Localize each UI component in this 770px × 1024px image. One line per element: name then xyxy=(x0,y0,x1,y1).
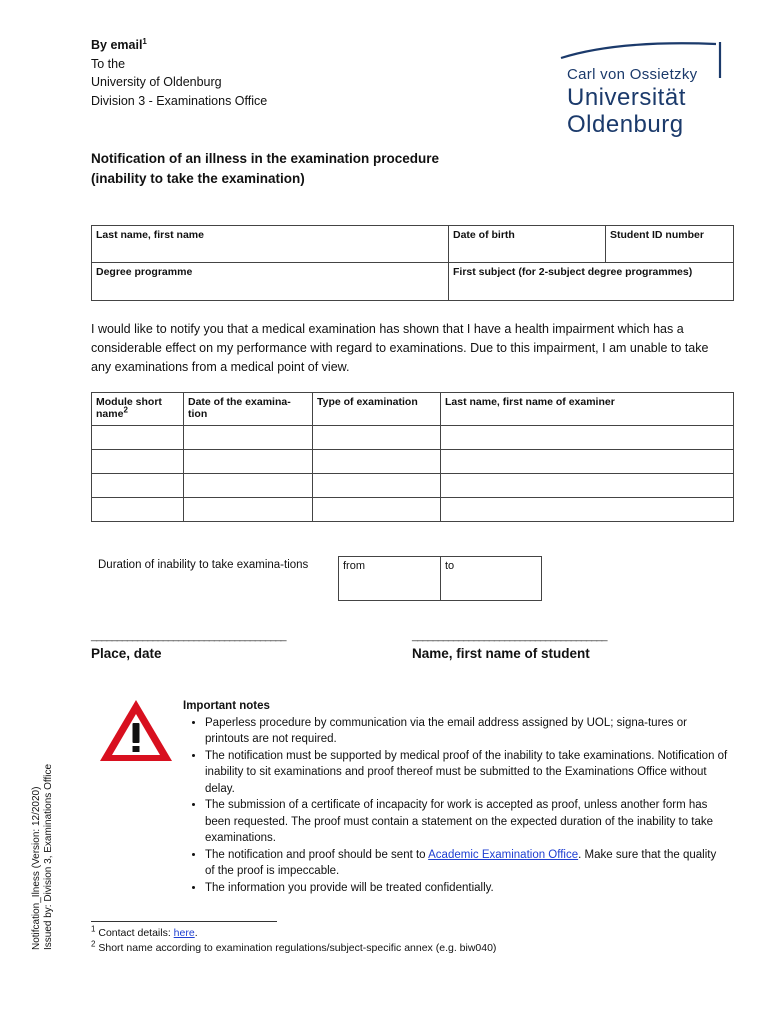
logo-line-3: Oldenburg xyxy=(567,111,684,138)
student-name-label: Name, first name of student xyxy=(412,646,590,661)
table-row xyxy=(92,474,734,498)
duration-label: Duration of inability to take examina-tions xyxy=(98,559,309,571)
list-item: • The information you provide will be treated confidentially. xyxy=(205,880,728,897)
place-date-line: ______________________________________ xyxy=(91,630,286,642)
list-item: • The notification must be supported by medical proof of the inability to take examinations. Notification of inability to sit examinations and proof thereof must be submitted to the Examinations Office without delay. xyxy=(205,748,728,798)
exam-office-link[interactable]: Academic Examination Office xyxy=(428,848,579,861)
degree-field[interactable]: Degree programme xyxy=(92,263,449,301)
exam-table xyxy=(91,392,734,522)
col-module: Module short name$^2$ xyxy=(92,393,184,426)
table-row xyxy=(92,426,734,450)
personal-data-table xyxy=(91,225,734,301)
contact-details-link[interactable]: here xyxy=(173,927,195,939)
address-line-2: University of Oldenburg xyxy=(91,75,222,89)
table-row xyxy=(92,450,734,474)
recipient-address xyxy=(91,36,267,110)
list-item: • The notification and proof should be sent to Academic Examination Office. Make sure that the quality of the proof is impeccable. xyxy=(205,847,728,880)
address-line-3: Division 3 - Examinations Office xyxy=(91,93,268,108)
table-row xyxy=(92,498,734,522)
student-name-line: ______________________________________ xyxy=(412,630,607,642)
notes-heading: Important notes xyxy=(183,700,270,712)
from-field[interactable]: from xyxy=(339,557,441,601)
warning-triangle-icon xyxy=(97,697,175,765)
col-examiner: Last name, first name of examiner xyxy=(441,393,734,426)
student-id-field[interactable]: Student ID number xyxy=(606,226,734,263)
footnote-2: $^2$ Short name according to examination regulations/subject-specific annex (e.g. biw040) xyxy=(91,939,497,954)
col-type: Type of examination xyxy=(313,393,441,426)
address-line-1: To the xyxy=(91,56,126,71)
name-field[interactable]: Last name, first name xyxy=(92,226,449,263)
logo-line-2: Universität xyxy=(567,84,686,111)
side-version-text: Notifcation_Ilness (Version: 12/2020) Issued by: Division 3, Examinations Office xyxy=(31,763,54,950)
to-field[interactable]: to xyxy=(441,557,542,601)
duration-table xyxy=(338,556,542,601)
place-date-label: Place, date xyxy=(91,646,162,661)
first-subject-field[interactable]: First subject (for 2-subject degree programmes) xyxy=(449,263,734,301)
list-item: • The submission of a certificate of incapacity for work is accepted as proof, unless another form has been requested. The proof must contain a statement on the expected duration of the inability to take examinations. xyxy=(205,797,728,847)
footnotes xyxy=(91,926,496,956)
list-item: • Paperless procedure by communication via the email address assigned by UOL; signa-tures or printouts are not required. xyxy=(205,715,728,748)
statement-paragraph: I would like to notify you that a medical examination has shown that I have a health impairment which has a considerable effect on my performance with regard to examinations. Due to this impairment, I am unable to take any examinations from a medical point of view. xyxy=(91,322,709,374)
col-date: Date of the examina-tion xyxy=(184,393,313,426)
by-email-heading: By email$^1$ xyxy=(91,36,147,52)
form-title: Notification of an illness in the examination procedure (inability to take the examination) xyxy=(91,151,440,186)
logo-line-1: Carl von Ossietzky xyxy=(567,66,698,83)
important-notes xyxy=(183,698,728,896)
footnote-1: $^1$ Contact details: here. xyxy=(91,924,198,939)
footnote-divider xyxy=(91,921,277,922)
footnote-mark-1: 1 xyxy=(142,36,147,46)
university-logo xyxy=(558,38,728,138)
dob-field[interactable]: Date of birth xyxy=(449,226,606,263)
